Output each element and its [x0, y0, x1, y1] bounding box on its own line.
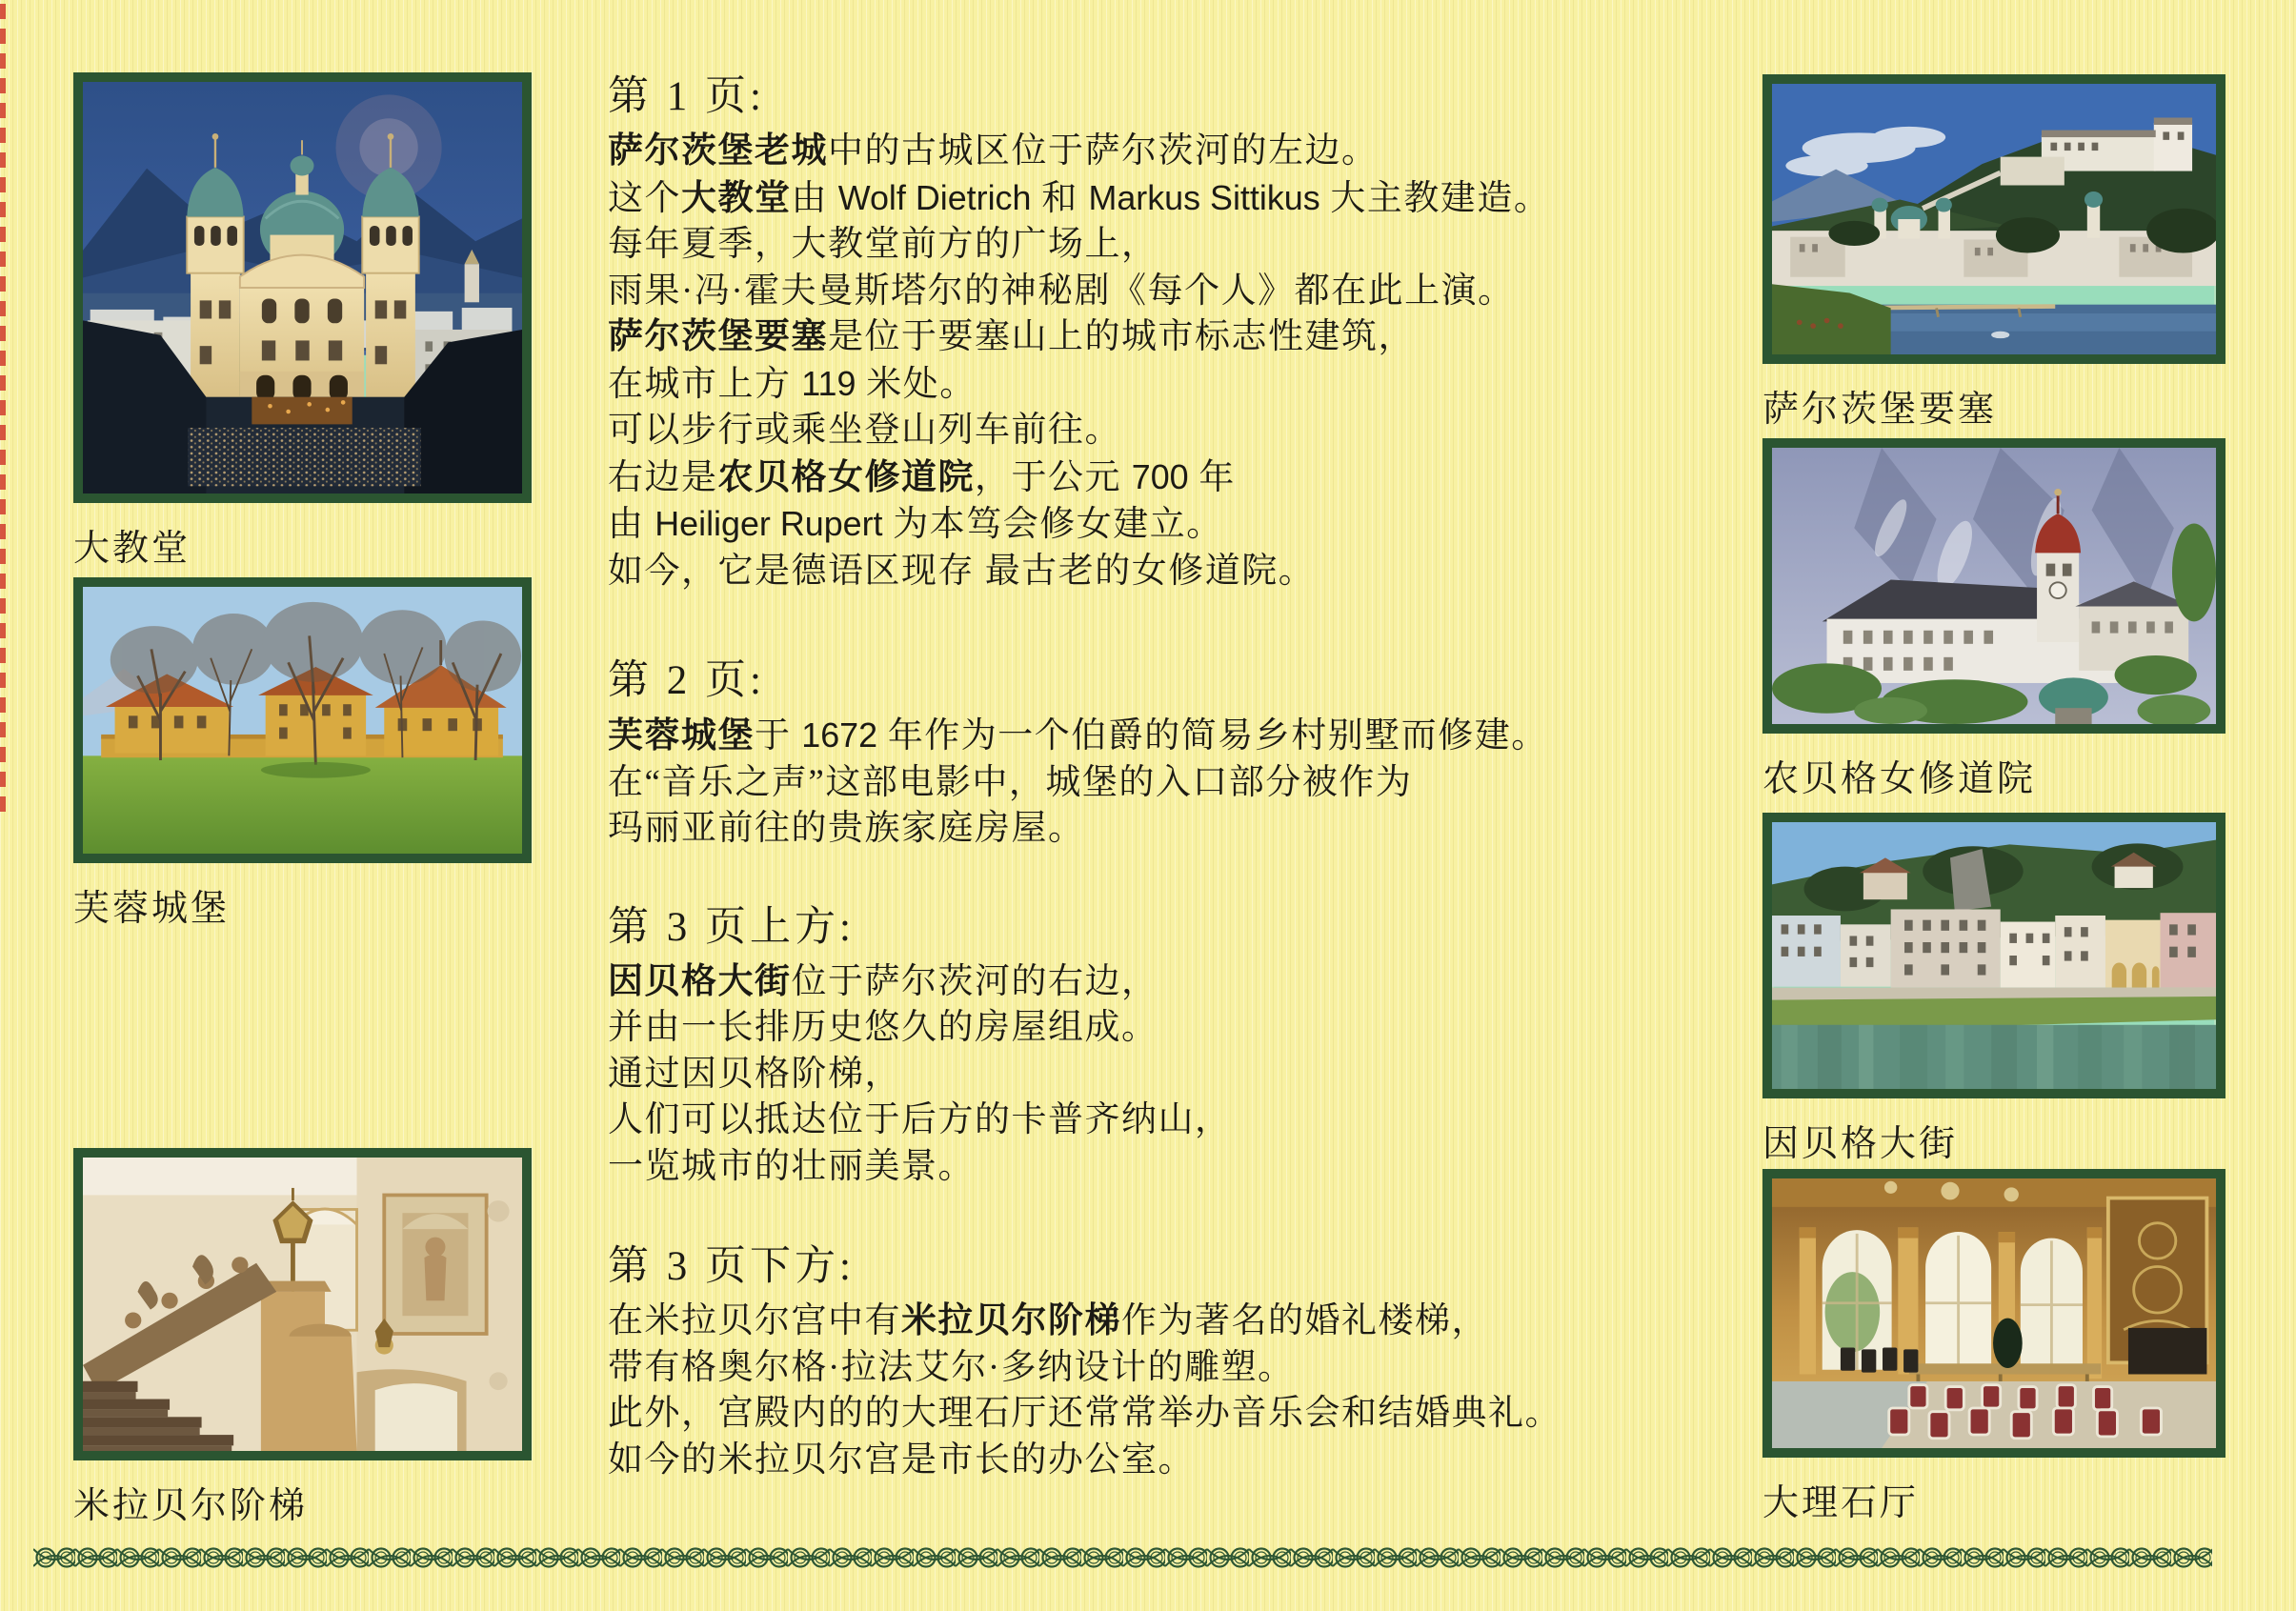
section-title: 第 1 页: — [608, 74, 765, 119]
text-line: 右边是农贝格女修道院，于公元 700 年 — [608, 457, 1236, 497]
text-line: 人们可以抵达位于后方的卡普齐纳山， — [608, 1100, 1232, 1139]
text-line: 因贝格大街位于萨尔茨河的右边， — [608, 961, 1158, 1001]
text-line: 如今的米拉贝尔宫是市长的办公室。 — [608, 1440, 1195, 1480]
section-page-3-bottom — [608, 1241, 1737, 1483]
photo-frame — [73, 577, 532, 863]
text-line: 一览城市的壮丽美景。 — [608, 1146, 975, 1186]
marble-hall-photo — [1772, 1178, 2216, 1448]
section-page-1 — [608, 71, 1737, 594]
text-line: 在城市上方 119 米处。 — [608, 364, 977, 404]
text-line: 玛丽亚前往的贵族家庭房屋。 — [608, 809, 1085, 848]
scanner-red-artifact — [0, 4, 6, 816]
text-line: 芙蓉城堡于 1672 年作为一个伯爵的简易乡村别墅而修建。 — [608, 716, 1548, 755]
photo-caption: 农贝格女修道院 — [1762, 759, 2037, 799]
section-title: 第 3 页上方: — [608, 904, 855, 950]
text-line: 此外，宫殿内的的大理石厅还常常举办音乐会和结婚典礼。 — [608, 1394, 1561, 1433]
text-line: 如今，它是德语区现存 最古老的女修道院。 — [608, 551, 1316, 591]
photo-frame — [1762, 1169, 2226, 1458]
photo-frame — [73, 72, 532, 503]
text-line: 雨果·冯·霍夫曼斯塔尔的神秘剧《每个人》都在此上演。 — [608, 271, 1515, 311]
text-line: 通过因贝格阶梯， — [608, 1054, 901, 1094]
photo-frame — [1762, 74, 2226, 364]
text-column — [608, 71, 1737, 1483]
figure-marble-hall — [1762, 1169, 2226, 1525]
text-line: 萨尔茨堡要塞是位于要塞山上的城市标志性建筑， — [608, 317, 1415, 356]
imberg-street-photo — [1772, 822, 2216, 1089]
guilloche-border — [33, 1545, 2212, 1570]
text-line: 在“音乐之声”这部电影中，城堡的入口部分被作为 — [608, 762, 1413, 802]
text-line: 每年夏季，大教堂前方的广场上， — [608, 225, 1158, 264]
figure-frohnburg — [73, 577, 532, 931]
figure-cathedral — [73, 72, 532, 571]
text-line: 由 Heiliger Rupert 为本笃会修女建立。 — [608, 505, 1223, 544]
photo-frame — [73, 1148, 532, 1460]
text-line: 可以步行或乘坐登山列车前往。 — [608, 411, 1121, 450]
figure-mirabell-staircase — [73, 1148, 532, 1528]
section-title: 第 3 页下方: — [608, 1244, 855, 1289]
photo-caption: 萨尔茨堡要塞 — [1762, 390, 1998, 430]
section-page-2 — [608, 655, 1737, 853]
mirabell-staircase-photo — [83, 1158, 522, 1451]
section-page-3-top — [608, 902, 1737, 1191]
cathedral-photo — [83, 82, 522, 493]
text-line: 带有格奥尔格·拉法艾尔·多纳设计的雕塑。 — [608, 1347, 1295, 1387]
photo-caption: 芙蓉城堡 — [73, 889, 231, 929]
photo-frame — [1762, 438, 2226, 734]
section-title: 第 2 页: — [608, 658, 765, 703]
figure-nonnberg-abbey — [1762, 438, 2226, 801]
fortress-photo — [1772, 84, 2216, 354]
text-line: 这个大教堂由 Wolf Dietrich 和 Markus Sittikus 大主教建造。 — [608, 178, 1551, 218]
nonnberg-abbey-photo — [1772, 448, 2216, 724]
photo-caption: 大理石厅 — [1762, 1483, 1920, 1523]
figure-fortress — [1762, 74, 2226, 432]
photo-caption: 米拉贝尔阶梯 — [73, 1486, 309, 1526]
photo-caption: 大教堂 — [73, 529, 191, 569]
photo-caption: 因贝格大街 — [1762, 1124, 1959, 1164]
text-line: 在米拉贝尔宫中有米拉贝尔阶梯作为著名的婚礼楼梯， — [608, 1301, 1488, 1340]
text-line: 萨尔茨堡老城中的古城区位于萨尔茨河的左边。 — [608, 131, 1379, 171]
frohnburg-castle-photo — [83, 587, 522, 854]
text-line: 并由一长排历史悠久的房屋组成。 — [608, 1008, 1158, 1047]
photo-frame — [1762, 813, 2226, 1098]
figure-imberg-street — [1762, 813, 2226, 1166]
